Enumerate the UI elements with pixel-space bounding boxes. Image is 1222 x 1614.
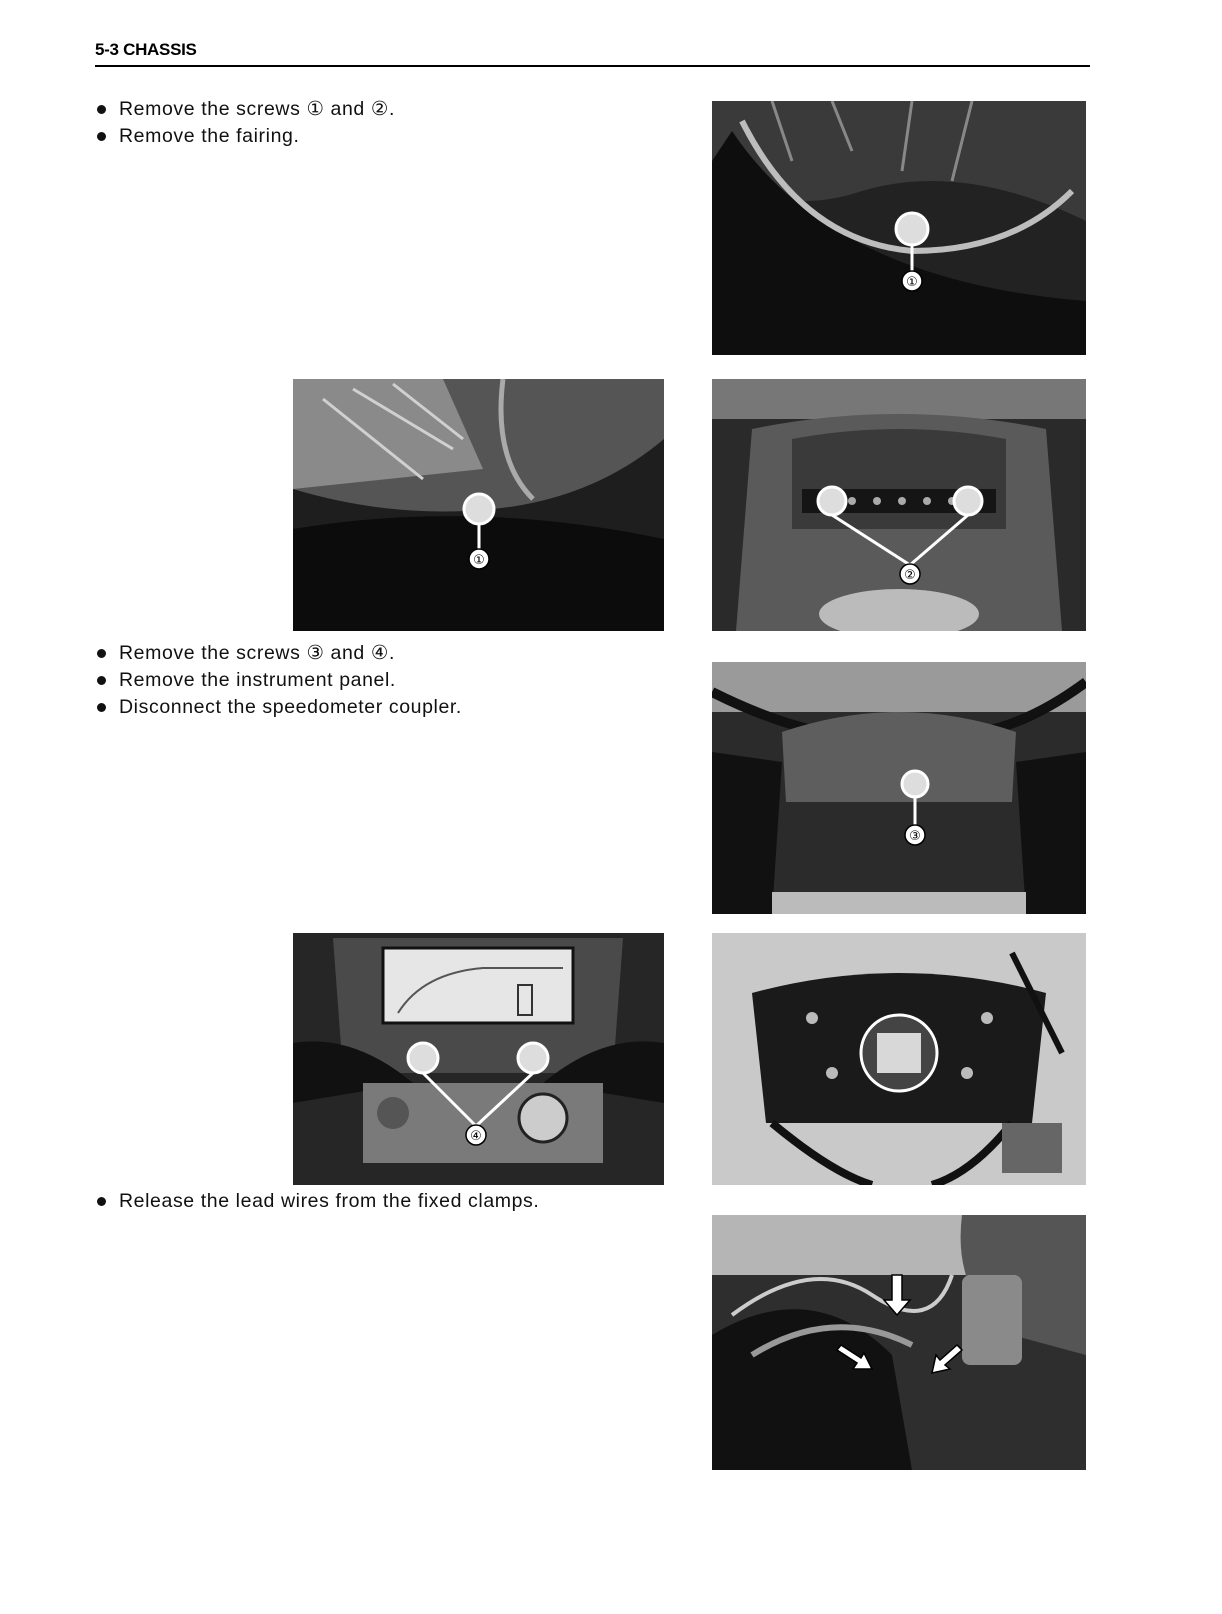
photo-fairing-screw-1-right xyxy=(293,379,664,631)
step-item: Remove the screws ① and ②. xyxy=(97,96,395,123)
step-item: Remove the instrument panel. xyxy=(97,667,462,694)
step-item: Remove the screws ③ and ④. xyxy=(97,640,462,667)
step-list-3 xyxy=(97,1188,539,1215)
step-item: Release the lead wires from the fixed clamps. xyxy=(97,1188,539,1215)
photo-meter-screws-4 xyxy=(293,933,664,1185)
callout-label: ③ xyxy=(909,829,921,844)
section-title: 5-3 CHASSIS xyxy=(95,40,197,59)
step-item: Remove the fairing. xyxy=(97,123,395,150)
step-list-2 xyxy=(97,640,462,721)
step-list-1 xyxy=(97,96,395,150)
step-item: Disconnect the speedometer coupler. xyxy=(97,694,462,721)
callout-label: ① xyxy=(906,275,918,290)
photo-fairing-screw-1 xyxy=(712,101,1086,355)
callout-label: ② xyxy=(904,568,916,583)
photo-instrument-screw-3 xyxy=(712,662,1086,914)
photo-lead-wire-clamps xyxy=(712,1215,1086,1470)
callout-label: ④ xyxy=(470,1129,482,1144)
callout-label: ① xyxy=(473,553,485,568)
photo-front-fairing-screws-2 xyxy=(712,379,1086,631)
header-rule xyxy=(95,65,1090,67)
photo-speedometer-coupler xyxy=(712,933,1086,1185)
